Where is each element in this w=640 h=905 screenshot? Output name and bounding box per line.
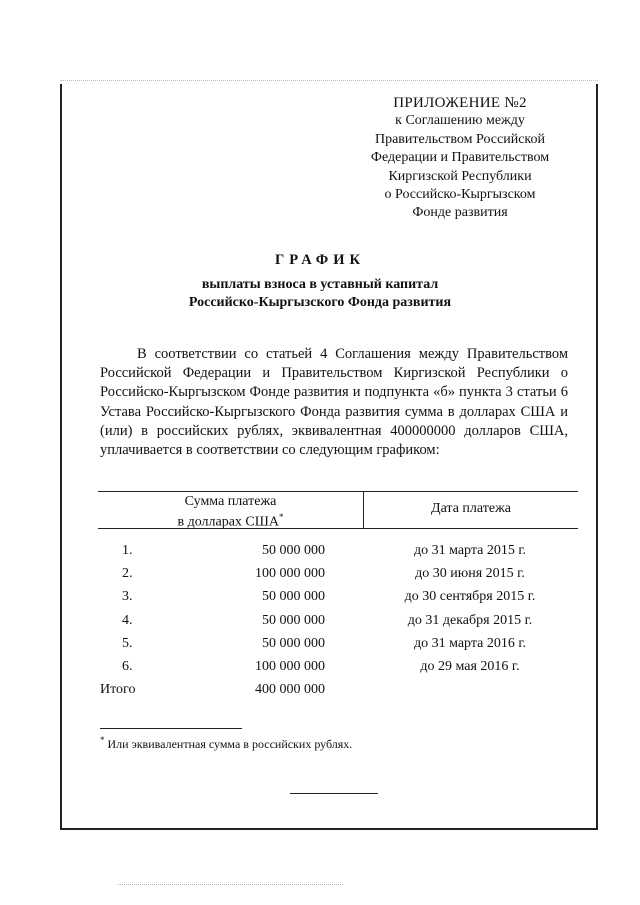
scan-artifact-dots	[118, 884, 343, 885]
subtitle-line: Российско-Кыргызского Фонда развития	[188, 295, 452, 310]
appendix-line: Правительством Российской	[374, 131, 546, 147]
row-number: 2.	[122, 566, 133, 582]
row-date: до 30 сентября 2015 г.	[404, 589, 536, 605]
page-top-edge	[60, 80, 598, 81]
row-amount: 50 000 000	[262, 589, 325, 605]
table-row	[98, 566, 578, 589]
intro-paragraph: В соответствии со статьей 4 Соглашения между Правительством Российской Федерации и Правительством Киргизской Республики о Российско-Кыргызском Фонде развития и подпункта «б» пункта 3 статьи 6 Устава Российско-Кыргызского Фонда развития сумма в долларах США и (или) в российских рублях, эквивалентная 400000000 долларов США, уплачивается в соответствии со следующим графиком:	[100, 346, 568, 459]
table-header	[98, 491, 578, 529]
payment-schedule-table	[98, 491, 578, 698]
table-row	[98, 659, 578, 682]
end-separator	[290, 793, 378, 794]
total-label: Итого	[100, 682, 136, 698]
row-amount: 100 000 000	[255, 566, 325, 582]
row-amount: 50 000 000	[262, 543, 325, 558]
total-row	[98, 682, 578, 705]
row-number: 3.	[122, 589, 133, 605]
row-date: до 31 марта 2015 г.	[413, 543, 527, 558]
row-amount: 50 000 000	[262, 612, 325, 628]
row-date: до 31 марта 2016 г.	[413, 635, 527, 651]
table-row	[98, 543, 578, 566]
header-date: Дата платежа	[431, 501, 511, 516]
table-body	[98, 543, 578, 705]
appendix-line: Федерации и Правительством	[370, 150, 550, 166]
header-sum-line2: в долларах США	[177, 514, 280, 530]
appendix-line: к Соглашению между	[395, 113, 525, 129]
row-number: 1.	[122, 543, 133, 558]
footnote-marker: *	[279, 511, 284, 522]
row-date: до 31 декабря 2015 г.	[407, 612, 533, 628]
appendix-line: Фонде развития	[412, 205, 508, 221]
footnote	[100, 735, 352, 752]
row-number: 5.	[122, 635, 133, 651]
row-amount: 100 000 000	[255, 658, 325, 674]
document-subtitle	[0, 276, 640, 312]
header-sum-line2-wrap	[98, 510, 363, 530]
appendix-heading: ПРИЛОЖЕНИЕ №2	[393, 95, 527, 111]
subtitle-line: выплаты взноса в уставный капитал	[201, 277, 439, 292]
table-row	[98, 636, 578, 659]
row-amount: 50 000 000	[262, 635, 325, 651]
footnote-text: Или эквивалентная сумма в российских рублях.	[107, 737, 353, 751]
row-number: 4.	[122, 612, 133, 628]
footnote-mark: *	[100, 735, 105, 745]
appendix-block	[340, 94, 580, 223]
header-sum	[98, 494, 363, 530]
document-title: ГРАФИК	[274, 252, 366, 268]
table-row	[98, 613, 578, 636]
appendix-line: о Российско-Кыргызском	[384, 187, 536, 203]
row-number: 6.	[122, 658, 133, 674]
appendix-line: Киргизской Республики	[388, 168, 532, 184]
table-row	[98, 589, 578, 612]
footnote-separator	[100, 728, 242, 729]
row-date: до 30 июня 2015 г.	[415, 566, 525, 582]
header-sum-line1: Сумма платежа	[184, 494, 277, 509]
total-amount: 400 000 000	[255, 682, 325, 698]
row-date: до 29 мая 2016 г.	[420, 658, 520, 674]
